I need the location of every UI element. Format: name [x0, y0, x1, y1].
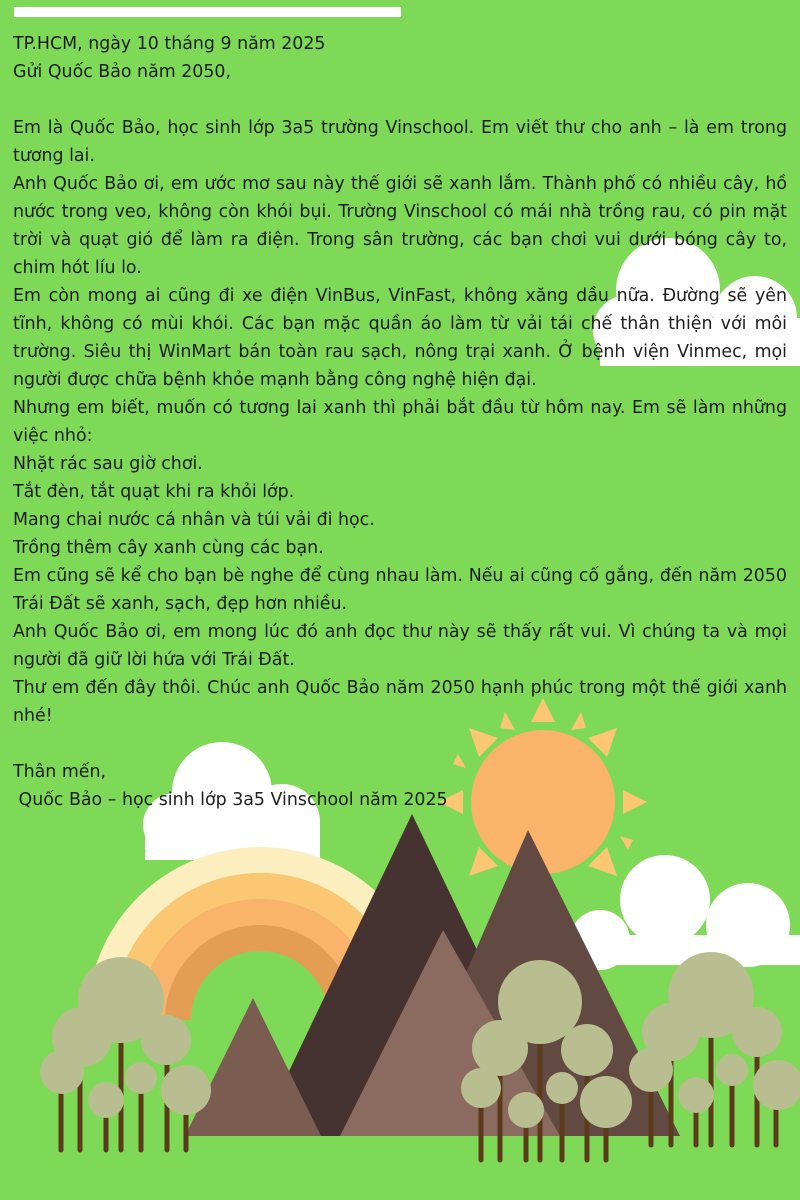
date-line: TP.HCM, ngày 10 tháng 9 năm 2025	[13, 34, 326, 54]
cloud-right-lower	[568, 855, 800, 970]
action-item: Tắt đèn, tắt quạt khi ra khỏi lớp.	[13, 482, 295, 502]
top-decorative-bar	[14, 7, 401, 17]
signature: Quốc Bảo – học sinh lớp 3a5 Vinschool năm 2025	[13, 790, 448, 810]
letter-paragraph: Em còn mong ai cũng đi xe điện VinBus, VinFast, không xăng dầu nữa. Đường sẽ yên tĩnh, không có mùi khói. Các bạn mặc quần áo làm từ vải tái chế thân thiện với môi trường. Siêu thị WinMart bán toàn rau sạch, nông trại xanh. Ở bệnh viện Vinmec, mọi người được chữa bệnh khỏe mạnh bằng công nghệ hiện đại.	[13, 286, 787, 390]
signoff: Thân mến,	[13, 762, 107, 782]
action-item: Trồng thêm cây xanh cùng các bạn.	[13, 538, 324, 558]
letter-paragraph: Em là Quốc Bảo, học sinh lớp 3a5 trường Vinschool. Em viết thư cho anh – là em trong tương lai.	[13, 118, 787, 166]
letter-paragraph: Anh Quốc Bảo ơi, em ước mơ sau này thế giới sẽ xanh lắm. Thành phố có nhiều cây, hồ nước trong veo, không còn khói bụi. Trường Vinschool có mái nhà trồng rau, có pin mặt trời và quạt gió để làm ra điện. Trong sân trường, các bạn chơi vui dưới bóng cây to, chim hót líu lo.	[13, 174, 787, 278]
closing-paragraph: Thư em đến đây thôi. Chúc anh Quốc Bảo năm 2050 hạnh phúc trong một thế giới xanh nhé!	[13, 678, 787, 726]
blank-line	[13, 86, 787, 114]
closing-paragraph: Anh Quốc Bảo ơi, em mong lúc đó anh đọc thư này sẽ thấy rất vui. Vì chúng ta và mọi người đã giữ lời hứa với Trái Đất.	[13, 622, 787, 670]
action-item: Nhặt rác sau giờ chơi.	[13, 454, 203, 474]
letter-paragraph: Nhưng em biết, muốn có tương lai xanh thì phải bắt đầu từ hôm nay. Em sẽ làm những việc nhỏ:	[13, 398, 787, 446]
letter-body	[13, 30, 787, 814]
closing-paragraph: Em cũng sẽ kể cho bạn bè nghe để cùng nhau làm. Nếu ai cũng cố gắng, đến năm 2050 Trái Đất sẽ xanh, sạch, đẹp hơn nhiều.	[13, 566, 787, 614]
recipient-line: Gửi Quốc Bảo năm 2050,	[13, 62, 231, 82]
action-item: Mang chai nước cá nhân và túi vải đi học.	[13, 510, 375, 530]
blank-line	[13, 730, 787, 758]
